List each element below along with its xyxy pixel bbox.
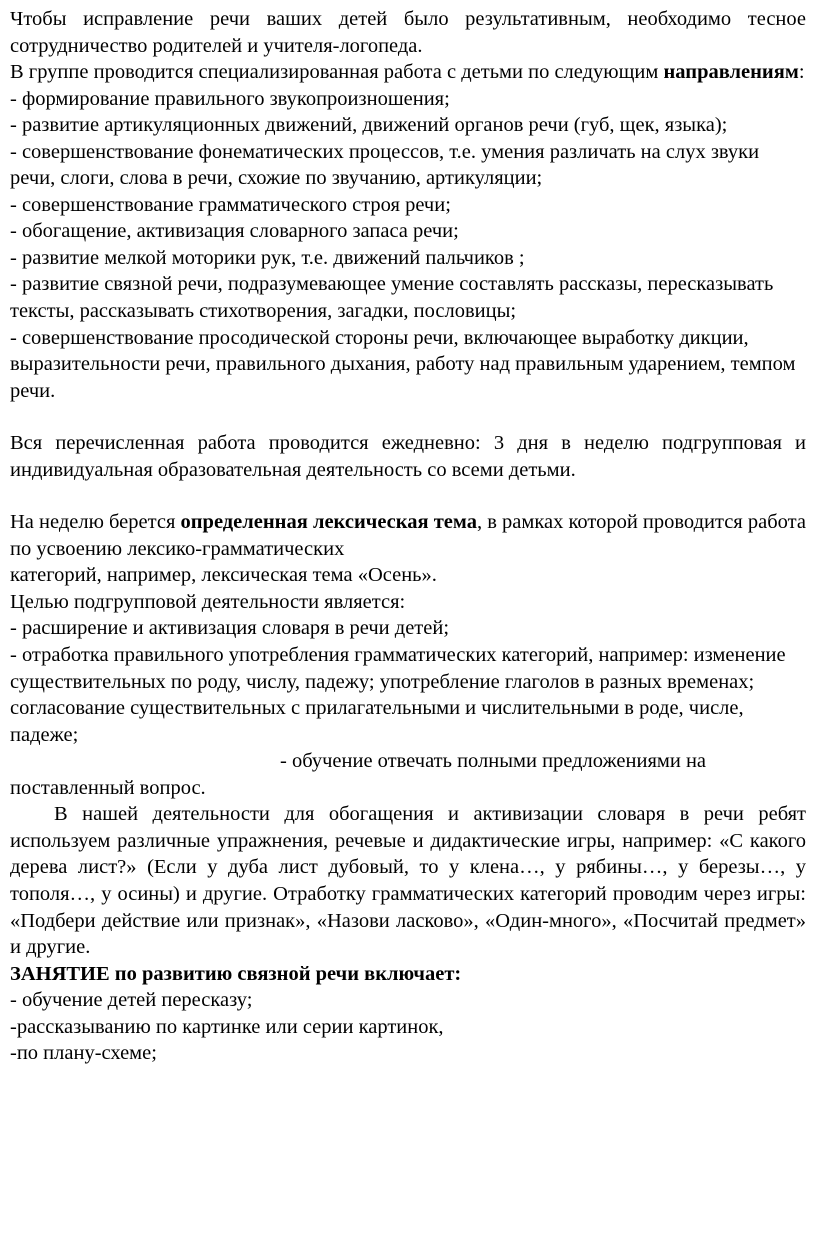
paragraph-lexical-theme-cont: категорий, например, лексическая тема «Осень». (10, 564, 437, 587)
text-before: В группе проводится специализированная работа с детьми по следующим (10, 61, 664, 84)
paragraph-lexical-theme (10, 509, 806, 562)
paragraph-intro: Чтобы исправление речи ваших детей было результативным, необходимо тесное сотрудничество родителей и учителя-логопеда. (10, 8, 806, 57)
list-item: -по плану-схеме; (10, 1042, 157, 1065)
text-after: , в рамках которой проводится работа по усвоению лексико-грамматических (10, 511, 806, 560)
list-item: - развитие артикуляционных движений, движений органов речи (губ, щек, языка); (10, 114, 728, 137)
list-item: - формирование правильного звукопроизношения; (10, 87, 450, 110)
list-item: - обучение отвечать полными предложениями на поставленный вопрос. (10, 750, 707, 799)
spacer (10, 483, 806, 509)
list-item: - расширение и активизация словаря в речи детей; (10, 617, 450, 640)
heading-zanyatie: ЗАНЯТИЕ по развитию связной речи включает: (10, 962, 462, 985)
text-after: : (798, 61, 805, 84)
paragraph-goal-lead: Целью подгрупповой деятельности является: (10, 590, 406, 613)
list-item: - обогащение, активизация словарного запаса речи; (10, 220, 459, 243)
list-item: - совершенствование грамматического строя речи; (10, 193, 451, 216)
list-item: - обучение детей пересказу; (10, 989, 253, 1012)
emphasis-directions: направлениям (663, 61, 799, 84)
list-item: - развитие мелкой моторики рук, т.е. движений пальчиков ; (10, 246, 525, 269)
list-item: - развитие связной речи, подразумевающее умение составлять рассказы, пересказывать тексты, рассказывать стихотворения, загадки, пословицы; (10, 273, 774, 323)
list-item: - совершенствование фонематических процессов, т.е. умения различать на слух звуки речи, слоги, слова в речи, схожие по звучанию, артикуляции; (10, 140, 760, 190)
paragraph-activity: В нашей деятельности для обогащения и активизации словаря в речи ребят используем различные упражнения, речевые и дидактические игры, например: «С какого дерева лист?» (Если у дуба лист дубовый, то у клена…, у рябины…, у березы…, у тополя…, у осины) и другие. Отработку грамматических категорий проводим через игры: «Подбери действие или признак», «Назови ласково», «Один-много», «Посчитай предмет» и другие. (10, 803, 806, 959)
list-item: - совершенствование просодической стороны речи, включающее выработку дикции, выразительности речи, правильного дыхания, работу над правильным ударением, темпом речи. (10, 326, 796, 402)
paragraph-schedule: Вся перечисленная работа проводится ежедневно: 3 дня в неделю подгрупповая и индивидуальная образовательная деятельность со всеми детьми. (10, 432, 806, 481)
emphasis-lexical-theme: определенная лексическая тема (180, 511, 477, 534)
list-item: -рассказыванию по картинке или серии картинок, (10, 1015, 444, 1038)
list-item-cont: падеже; (10, 723, 79, 746)
list-item: - отработка правильного употребления грамматических категорий, например: изменение существительных по роду, числу, падежу; употребление глаголов в разных временах; согласование существительных с прилагательными и числительными в роде, числе, (10, 644, 786, 720)
spacer (10, 404, 806, 430)
paragraph-directions-lead (10, 59, 806, 86)
text-before: На неделю берется (10, 511, 181, 534)
document-body (10, 6, 806, 1067)
